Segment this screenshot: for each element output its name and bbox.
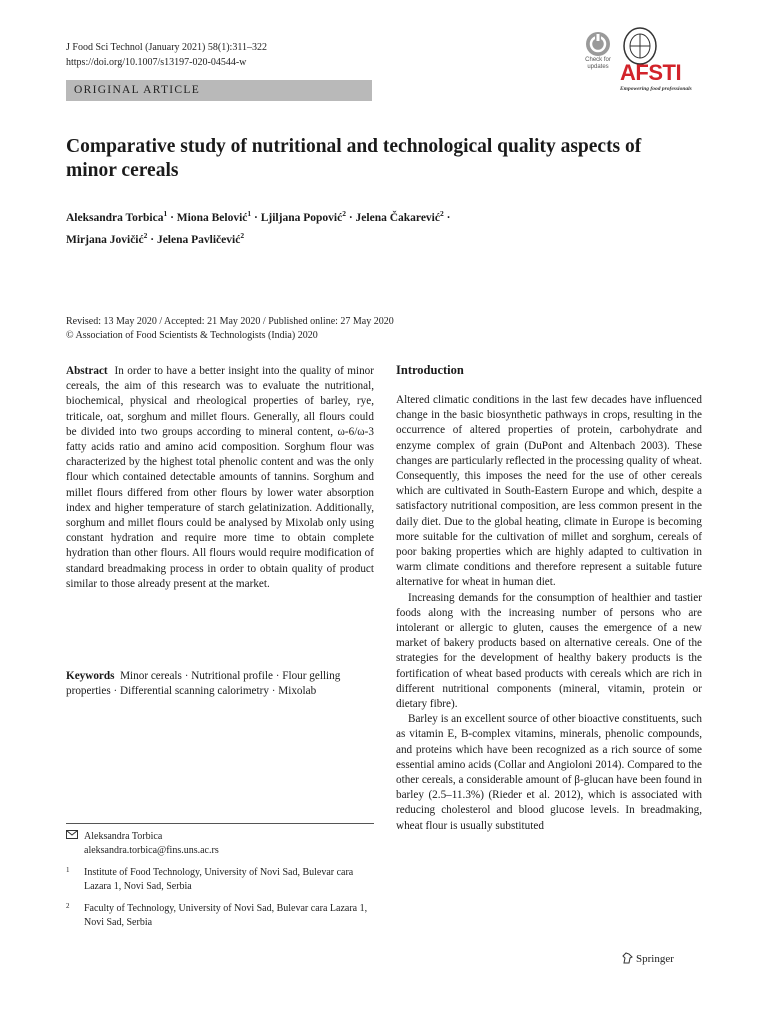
journal-header [66,40,267,70]
corresponding-email[interactable]: aleksandra.torbica@fins.uns.ac.rs [84,845,219,856]
introduction-body [396,393,702,834]
keywords-text: Minor cereals · Nutritional profile · Flour gelling properties · Differential scanning calorimetry · Mixolab [66,670,341,698]
publication-dates [66,315,394,343]
author[interactable]: Ljiljana Popović$^2$ [260,209,346,224]
doi-link[interactable]: https://doi.org/10.1007/s13197-020-04544-w [66,57,247,68]
author[interactable]: Miona Belović$^1$ [176,209,252,224]
article-type-bar: ORIGINAL ARTICLE [66,80,372,101]
affiliation-number: 1 [66,866,70,874]
article-title: Comparative study of nutritional and technological quality aspects of minor cereals [66,136,642,181]
afsti-tagline: Empowering food professionals [620,86,692,92]
journal-reference: J Food Sci Technol (January 2021) 58(1):311–322 [66,42,267,53]
author[interactable]: Jelena Čakarević$^2$ [355,209,444,224]
author[interactable]: Mirjana Jovičić$^2$ [66,230,148,246]
introduction-heading: Introduction [396,363,464,377]
abstract [66,364,374,592]
affiliation-text: Faculty of Technology, University of Novi Sad, Bulevar cara Lazara 1, Novi Sad, Serbia [84,903,368,928]
author[interactable]: Jelena Pavličević$^2$ [156,230,245,246]
check-for-updates-label: Check for updates [585,57,611,70]
author[interactable]: Aleksandra Torbica$^1$ [66,209,168,224]
dates-line: Revised: 13 May 2020 / Accepted: 21 May 2020 / Published online: 27 May 2020 [66,316,394,327]
paragraph: Increasing demands for the consumption of healthier and tastier foods along with the increasing number of persons who are intolerant or allergic to gluten, causes the emergence of a new market of bakery products based on alternative cereals. One of the strategies for the development of healthy bakery products is the fortification of wheat based products with cereals which are rich in different nutritional components (mineral, vitamin, protein or dietary fibre). [396,591,702,711]
keywords-label: Keywords [66,670,115,682]
envelope-icon [66,830,78,844]
keywords [66,669,374,699]
springer-horse-icon [622,952,633,967]
paragraph: Barley is an excellent source of other bioactive constituents, such as vitamin E, B-complex vitamins, minerals, phenolic compounds, and proteins which have been recognized as a rich source of some essential amino acids (Collar and Angioloni 2014). Compared to the other cereals, a considerable amount of β-glucan have been found in barley (2.5–11.3%) (Rieder et al. 2012), which is associated with reducing cholesterol and blood glucose levels. In breadmaking, wheat flour is usually substituted [396,713,702,832]
affiliation-text: Institute of Food Technology, University of Novi Sad, Bulevar cara Lazara 1, Novi Sad, Serbia [84,867,354,892]
publisher-footer [622,952,674,967]
copyright-line: © Association of Food Scientists & Technologists (India) 2020 [66,330,318,341]
author-list: Aleksandra Torbica$^1$ · Miona Belović$^1$ · Ljiljana Popović$^2$ · Jelena Čakarević$^2$ · Mirjana Jovičić$^2$ · Jelena Pavličević$^2$ [66,209,451,246]
footnote-divider [66,823,374,824]
abstract-label: Abstract [66,365,108,377]
check-for-updates-badge[interactable] [580,30,616,70]
corresponding-name: Aleksandra Torbica [84,831,163,842]
affiliation-number: 2 [66,902,70,910]
afsti-logo [620,22,704,100]
publisher-name: Springer [636,953,674,965]
abstract-text: In order to have a better insight into the quality of minor cereals, the aim of this research was to evaluate the nutritional, biochemical, physical and rheological properties of barley, rye, triticale, oat, sorghum and millet flours. Generally, all flours could be divided into two groups according to mineral content, ω-6/ω-3 fatty acids ratio and amino acid composition. Sorghum flour was characterized by the highest total phenolic content and was the only flour which contained detectable amounts of tannins. Sorghum and millet flours differed from other flours by lower water absorption index and higher temperature of starch gelatinization. Additionally, sorghum and millet flours could be analysed by Mixolab only using constant hydration and require more time to obtain complete hydration than other flours. All flours would require modification of standard breadmaking process in order to obtain quality of product similar to those already present at the market. [66,365,375,590]
paragraph: Altered climatic conditions in the last few decades have influenced change in the basic biosynthetic pathways in crops, resulting in the occurrence of altered properties of protein, carbohydrate and enzyme complex of grain (DuPont and Altenbach 2003). These changes are particularly reflected in the processing quality of wheat. Consequently, this imposes the need for the use of other cereals which are cultivated in South-Eastern Europe and which, despite a satisfactory nutritional composition, are less common present in the daily diet. Due to the global heating, climate in Europe is becoming more suitable for the cultivation of millet and sorghum, cereals of poor baking properties which are highly adapted to cultivation in warm climate conditions and therefore represent a suitable future alternative for wheat in human diet. [396,394,702,589]
afsti-logo-text: AFSTI [620,60,682,85]
